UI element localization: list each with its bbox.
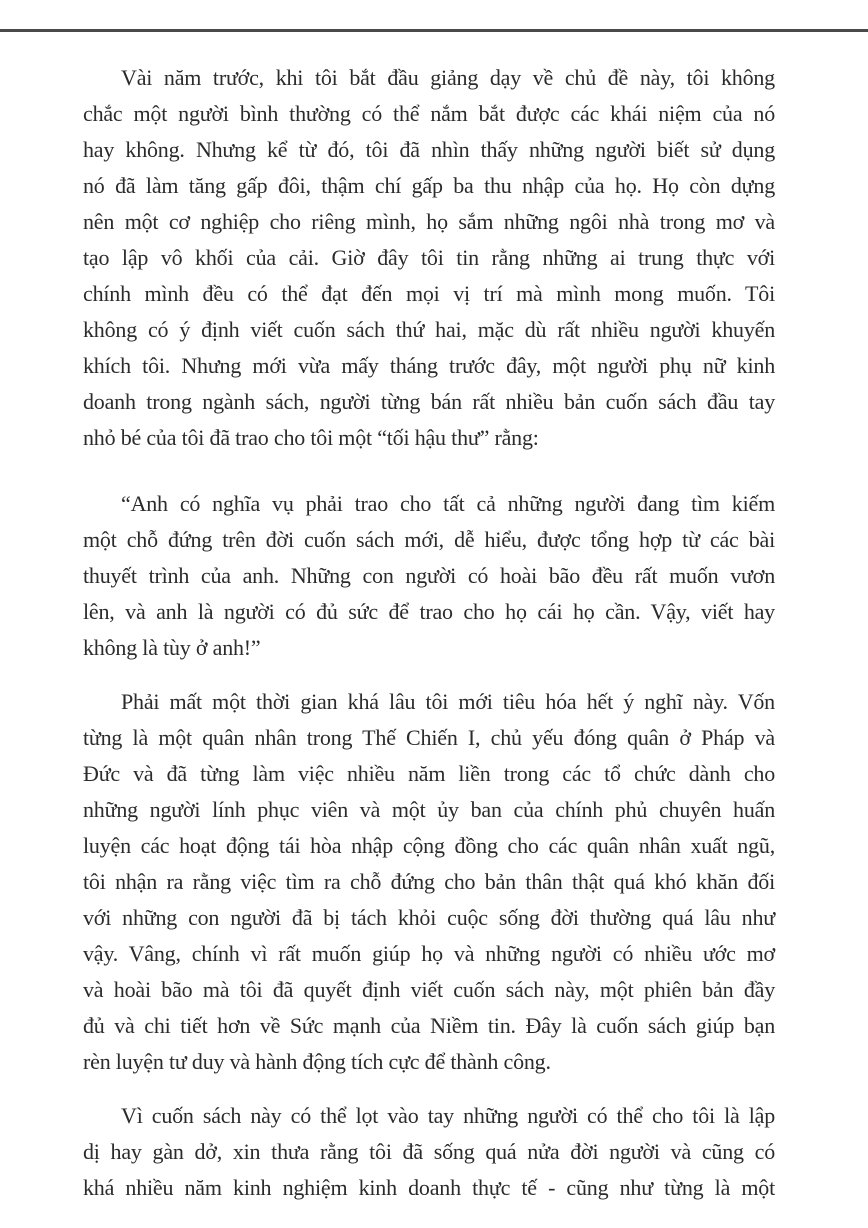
body-paragraph — [83, 1098, 775, 1206]
document-page — [83, 60, 775, 1224]
text-line: vậy. Vâng, chính vì rất muốn giúp họ và những người có nhiều ước mơ — [83, 941, 775, 966]
text-line: thuyết trình của anh. Những con người có hoài bão đều rất muốn vươn — [83, 563, 775, 588]
text-line: những người lính phục viên và một ủy ban của chính phủ chuyên huấn — [83, 797, 775, 822]
text-line: chính mình đều có thể đạt đến mọi vị trí mà mình mong muốn. Tôi — [83, 281, 775, 306]
text-line: từng là một quân nhân trong Thế Chiến I, chủ yếu đóng quân ở Pháp và — [83, 725, 775, 750]
text-line: lên, và anh là người có đủ sức để trao cho họ cái họ cần. Vậy, viết hay — [83, 599, 775, 624]
text-line: khá nhiều năm kinh nghiệm kinh doanh thực tế - cũng như từng là một — [83, 1175, 775, 1200]
text-line: với những con người đã bị tách khỏi cuộc sống đời thường quá lâu như — [83, 905, 775, 930]
text-line: nó đã làm tăng gấp đôi, thậm chí gấp ba thu nhập của họ. Họ còn dựng — [83, 173, 775, 198]
text-line: tôi nhận ra rằng việc tìm ra chỗ đứng cho bản thân thật quá khó khăn đối — [83, 869, 775, 894]
text-line: nên một cơ nghiệp cho riêng mình, họ sắm những ngôi nhà trong mơ và — [83, 209, 775, 234]
text-line: Phải mất một thời gian khá lâu tôi mới tiêu hóa hết ý nghĩ này. Vốn — [121, 689, 775, 714]
text-line: chắc một người bình thường có thể nắm bắt được các khái niệm của nó — [83, 101, 775, 126]
body-paragraph — [83, 60, 775, 456]
text-line: khích tôi. Nhưng mới vừa mấy tháng trước đây, một người phụ nữ kinh — [83, 353, 775, 378]
text-line: “Anh có nghĩa vụ phải trao cho tất cả những người đang tìm kiếm — [121, 491, 775, 516]
text-line: luyện các hoạt động tái hòa nhập cộng đồng cho các quân nhân xuất ngũ, — [83, 833, 775, 858]
text-line: nhỏ bé của tôi đã trao cho tôi một “tối hậu thư” rằng: — [83, 425, 539, 450]
text-line: đủ và chi tiết hơn về Sức mạnh của Niềm tin. Đây là cuốn sách giúp bạn — [83, 1013, 775, 1038]
text-line: tạo lập vô khối của cải. Giờ đây tôi tin rằng những ai trung thực với — [83, 245, 775, 270]
text-line: Đức và đã từng làm việc nhiều năm liền trong các tổ chức dành cho — [83, 761, 775, 786]
page-top-divider — [0, 29, 868, 32]
text-line: doanh trong ngành sách, người từng bán rất nhiều bản cuốn sách đầu tay — [83, 389, 775, 414]
text-line: rèn luyện tư duy và hành động tích cực để thành công. — [83, 1049, 551, 1074]
quote-paragraph — [83, 486, 775, 666]
text-line: hay không. Nhưng kể từ đó, tôi đã nhìn thấy những người biết sử dụng — [83, 137, 775, 162]
text-line: một chỗ đứng trên đời cuốn sách mới, dễ hiểu, được tổng hợp từ các bài — [83, 527, 775, 552]
text-line: không là tùy ở anh!” — [83, 635, 261, 660]
text-line: không có ý định viết cuốn sách thứ hai, mặc dù rất nhiều người khuyến — [83, 317, 775, 342]
text-line: Vài năm trước, khi tôi bắt đầu giảng dạy về chủ đề này, tôi không — [121, 65, 775, 90]
text-line: và hoài bão mà tôi đã quyết định viết cuốn sách này, một phiên bản đầy — [83, 977, 775, 1002]
body-paragraph — [83, 684, 775, 1080]
text-line: Vì cuốn sách này có thể lọt vào tay những người có thể cho tôi là lập — [121, 1103, 775, 1128]
text-line: dị hay gàn dở, xin thưa rằng tôi đã sống quá nửa đời người và cũng có — [83, 1139, 775, 1164]
